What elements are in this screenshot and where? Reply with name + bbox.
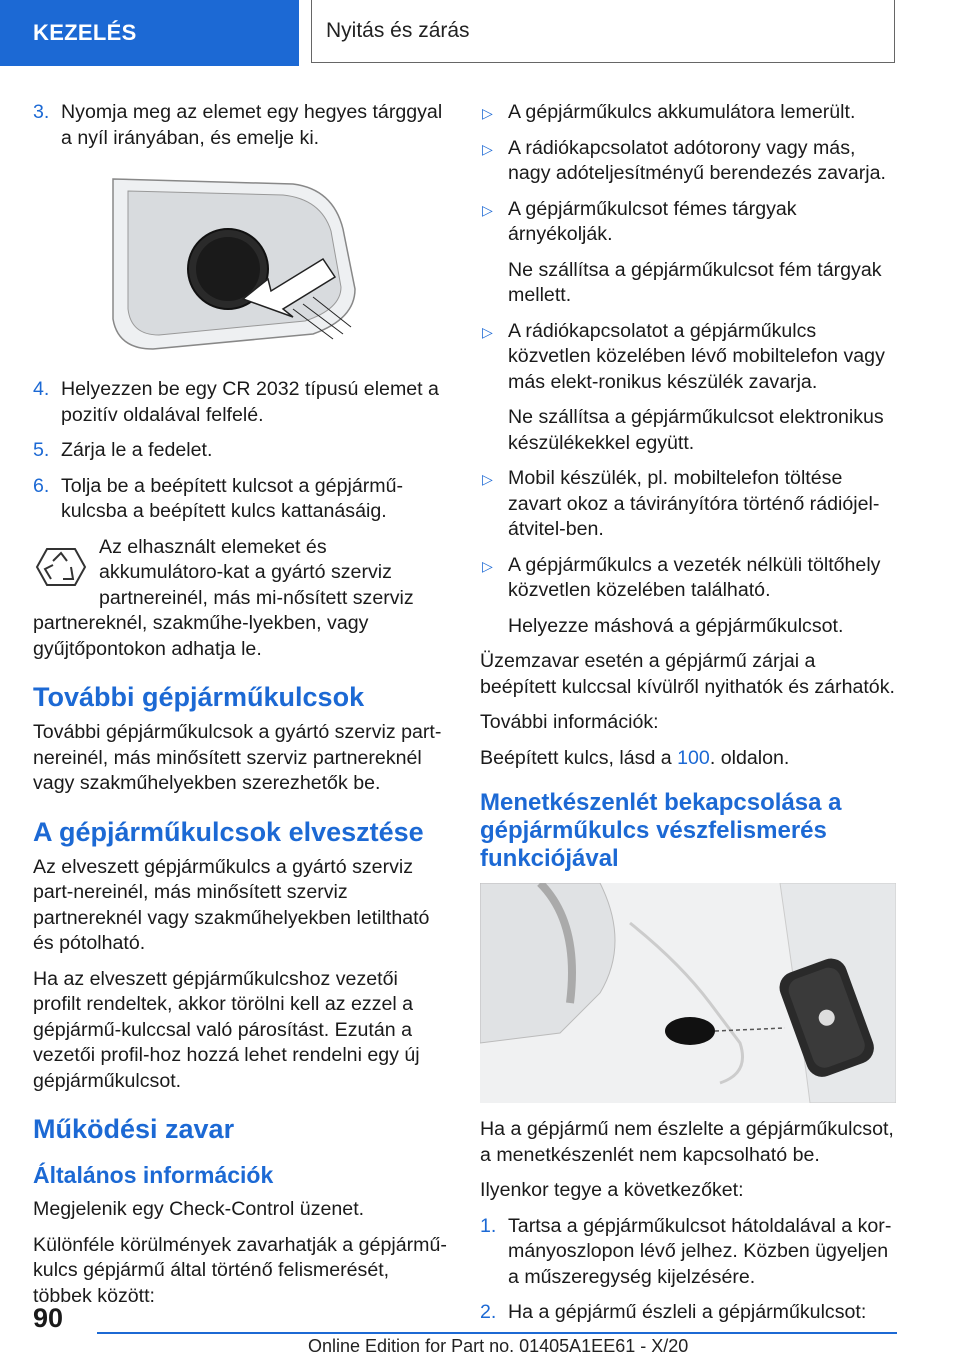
step-5 [33,438,451,464]
step-text: Tolja be a beépített kulcsot a gépjármű-kulcsba a beépített kulcs kattanásáig. [61,474,404,522]
triangle-bullet-icon: ▷ [482,557,493,574]
list-item [480,100,896,126]
bullet-text: A gépjárműkulcsot fémes tárgyak árnyékolják. [508,197,797,245]
step-4 [33,377,451,428]
step-6 [33,474,451,525]
step-number: 6. [33,474,50,497]
step-text: Tartsa a gépjárműkulcsot hátoldalával a kor-mányoszlopon lévő jelhez. Közben ügyeljen a műszeregység kijelzésére. [508,1214,892,1288]
paragraph: Ha a gépjármű nem észlelte a gépjárműkulcsot, a menetkészenlét nem kapcsolható be. [480,1118,894,1166]
bullet-text: A rádiókapcsolatot adótorony vagy más, nagy adóteljesítményű berendezés zavarja. [508,136,886,184]
key-battery-illustration [93,169,373,359]
recycle-icon [33,539,89,595]
triangle-bullet-icon: ▷ [482,140,493,157]
step-text: Nyomja meg az elemet egy hegyes tárggyal a nyíl irányában, és emelje ki. [61,101,443,149]
paragraph: Ha az elveszett gépjárműkulcshoz vezetői profilt rendeltek, akkor törölni kell az ezzel a gépjármű-kulccsal való párosítást. Ezután a vezetői profil-hoz hozzá lehet rendelni egy új gépjárműkulcsot. [33,967,420,1092]
step-text: Zárja le a fedelet. [61,439,213,461]
steering-column-illustration [480,883,896,1103]
bullet-note: Ne szállítsa a gépjárműkulcsot elektronikus készülékekkel együtt. [508,406,884,454]
triangle-bullet-icon: ▷ [482,201,493,218]
list-item [480,553,896,604]
triangle-bullet-icon: ▷ [482,105,493,121]
step-3 [33,100,451,151]
paragraph: Üzemzavar esetén a gépjármű zárjai a beépített kulccsal kívülről nyithatók és zárhatók. [480,650,895,698]
step-1 [480,1214,896,1291]
triangle-bullet-icon: ▷ [482,323,493,340]
step-number: 4. [33,378,50,400]
heading-drive-ready: Menetkészenlét bekapcsolása a gépjárműkulcs vészfelismerés funkciójával [480,789,842,872]
list-item [480,197,896,248]
steering-column-figure [480,883,896,1103]
step-number: 1. [480,1214,497,1237]
bullet-text: Mobil készülék, pl. mobiltelefon töltése zavart okoz a távirányítóra történő rádiójel-átvitel-ben. [508,467,880,540]
triangle-bullet-icon: ▷ [482,471,493,487]
recycle-note [33,535,451,663]
left-column [33,100,451,1319]
heading-malfunction: Működési zavar [33,1114,235,1144]
chapter-title: Nyitás és zárás [311,0,895,63]
paragraph: Az elveszett gépjárműkulcs a gyártó szerviz part-nereinél, más minősített szerviz partnereknél vagy szakműhelyekben letiltható és pótolható. [33,855,430,954]
step-text: Helyezzen be egy CR 2032 típusú elemet a pozitív oldalával felfelé. [61,378,439,426]
bullet-text: A gépjárműkulcs a vezeték nélküli töltőhely közvetlen közelében található. [508,553,881,601]
bullet-text: A rádiókapcsolatot a gépjárműkulcs közvetlen közelében lévő mobiltelefon vagy más elekt-ronikus készülék zavarja. [508,319,885,393]
list-item [480,319,896,396]
step-number: 5. [33,439,50,461]
heading-lost-keys: A gépjárműkulcsok elvesztése [33,816,424,847]
list-item [480,466,896,543]
heading-general-info: Általános információk [33,1162,274,1188]
list-item [480,136,896,187]
reference-prefix: Beépített kulcs, lásd a [480,746,678,769]
cross-reference [480,746,896,772]
paragraph: Megjelenik egy Check-Control üzenet. [33,1198,365,1220]
footer-divider [97,1332,897,1334]
step-text: Ha a gépjármű észleli a gépjárműkulcsot: [508,1301,867,1323]
heading-more-keys: További gépjárműkulcsok [33,682,365,712]
section-tab[interactable]: KEZELÉS [0,0,299,66]
step-number: 2. [480,1301,497,1323]
page-link[interactable]: 100 [677,746,710,769]
step-2 [480,1300,896,1326]
bullet-text: A gépjárműkulcs akkumulátora lemerült. [508,101,856,123]
paragraph: További gépjárműkulcsok a gyártó szerviz part-nereinél, más minősített szerviz partnereknél vagy szakműhelyekben szerezhetők be. [33,721,442,794]
battery-figure [93,169,373,359]
paragraph: További információk: [480,711,659,733]
bullet-note: Helyezze máshová a gépjárműkulcsot. [508,614,844,637]
page-header [0,0,960,66]
recycle-text: Az elhasznált elemeket és akkumulátoro-kat a gyártó szerviz partnereinél, más mi-nősített szerviz partnereknél, szakműhe-lyekben, vagy gyűjtőpontokon adhatja le. [33,535,414,660]
bullet-note: Ne szállítsa a gépjárműkulcsot fém tárgyak mellett. [508,258,882,306]
reference-suffix: . oldalon. [709,746,790,769]
page-number: 90 [33,1303,64,1333]
paragraph: Különféle körülmények zavarhatják a gépjármű-kulcs gépjármű által történő felismerését, többek között: [33,1233,447,1307]
right-column [480,100,896,1336]
step-number: 3. [33,101,50,123]
footer-edition: Online Edition for Part no. 01405A1EE61 - X/20 [308,1336,689,1356]
paragraph: Ilyenkor tegye a következőket: [480,1179,744,1201]
